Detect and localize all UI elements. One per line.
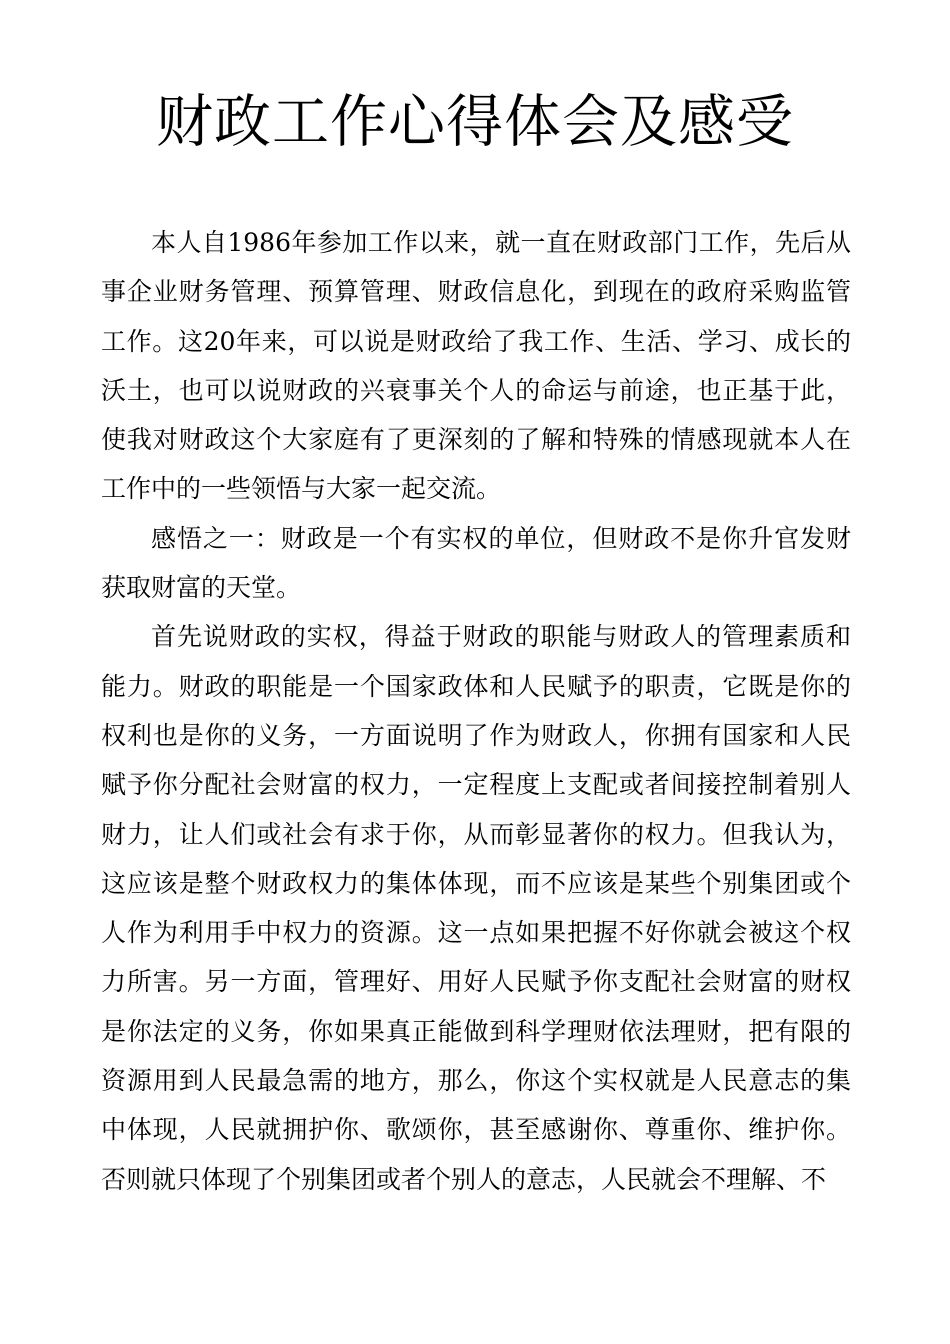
paragraph-line: 工作中的一些领悟与大家一起交流。: [101, 474, 502, 504]
body-paragraph: [101, 514, 851, 613]
paragraph-line: 财力，让人们或社会有求于你，从而彰显著你的权力。但我认为，: [101, 819, 851, 849]
paragraph-line: 否则就只体现了个别集团或者个别人的意志，人民就会不理解、不: [101, 1164, 827, 1194]
paragraph-line: 这应该是整个财政权力的集体体现，而不应该是某些个别集团或个: [101, 868, 851, 898]
paragraph-line: 获取财富的天堂。: [101, 573, 302, 603]
paragraph-line: 能力。财政的职能是一个国家政体和人民赋予的职责，它既是你的: [101, 671, 851, 701]
paragraph-line: 使我对财政这个大家庭有了更深刻的了解和特殊的情感现就本人在: [101, 425, 851, 455]
paragraph-line: 是你法定的义务，你如果真正能做到科学理财依法理财，把有限的: [101, 1016, 851, 1046]
paragraph-line: 力所害。另一方面，管理好、用好人民赋予你支配社会财富的财权: [101, 967, 851, 997]
body-paragraph: [101, 612, 851, 1204]
paragraph-line: 沃土，也可以说财政的兴衰事关个人的命运与前途，也正基于此，: [101, 375, 851, 405]
paragraph-line: 事企业财务管理、预算管理、财政信息化，到现在的政府采购监管: [101, 277, 851, 307]
document-body: [101, 218, 851, 1204]
paragraph-line: 权利也是你的义务，一方面说明了作为财政人，你拥有国家和人民: [101, 720, 851, 750]
paragraph-line: 资源用到人民最急需的地方，那么，你这个实权就是人民意志的集: [101, 1066, 851, 1096]
document-title: 财政工作心得体会及感受: [156, 89, 794, 155]
paragraph-line: 工作。这20年来，可以说是财政给了我工作、生活、学习、成长的: [101, 326, 851, 356]
paragraph-line: 人作为利用手中权力的资源。这一点如果把握不好你就会被这个权: [101, 918, 851, 948]
paragraph-line: 首先说财政的实权，得益于财政的职能与财政人的管理素质和: [151, 622, 851, 652]
paragraph-line: 赋予你分配社会财富的权力，一定程度上支配或者间接控制着别人: [101, 770, 851, 800]
paragraph-line: 本人自1986年参加工作以来，就一直在财政部门工作，先后从: [151, 228, 851, 257]
paragraph-line: 中体现，人民就拥护你、歌颂你，甚至感谢你、尊重你、维护你。: [101, 1115, 851, 1145]
paragraph-line: 感悟之一：财政是一个有实权的单位，但财政不是你升官发财: [151, 523, 851, 553]
body-paragraph: [101, 218, 851, 514]
